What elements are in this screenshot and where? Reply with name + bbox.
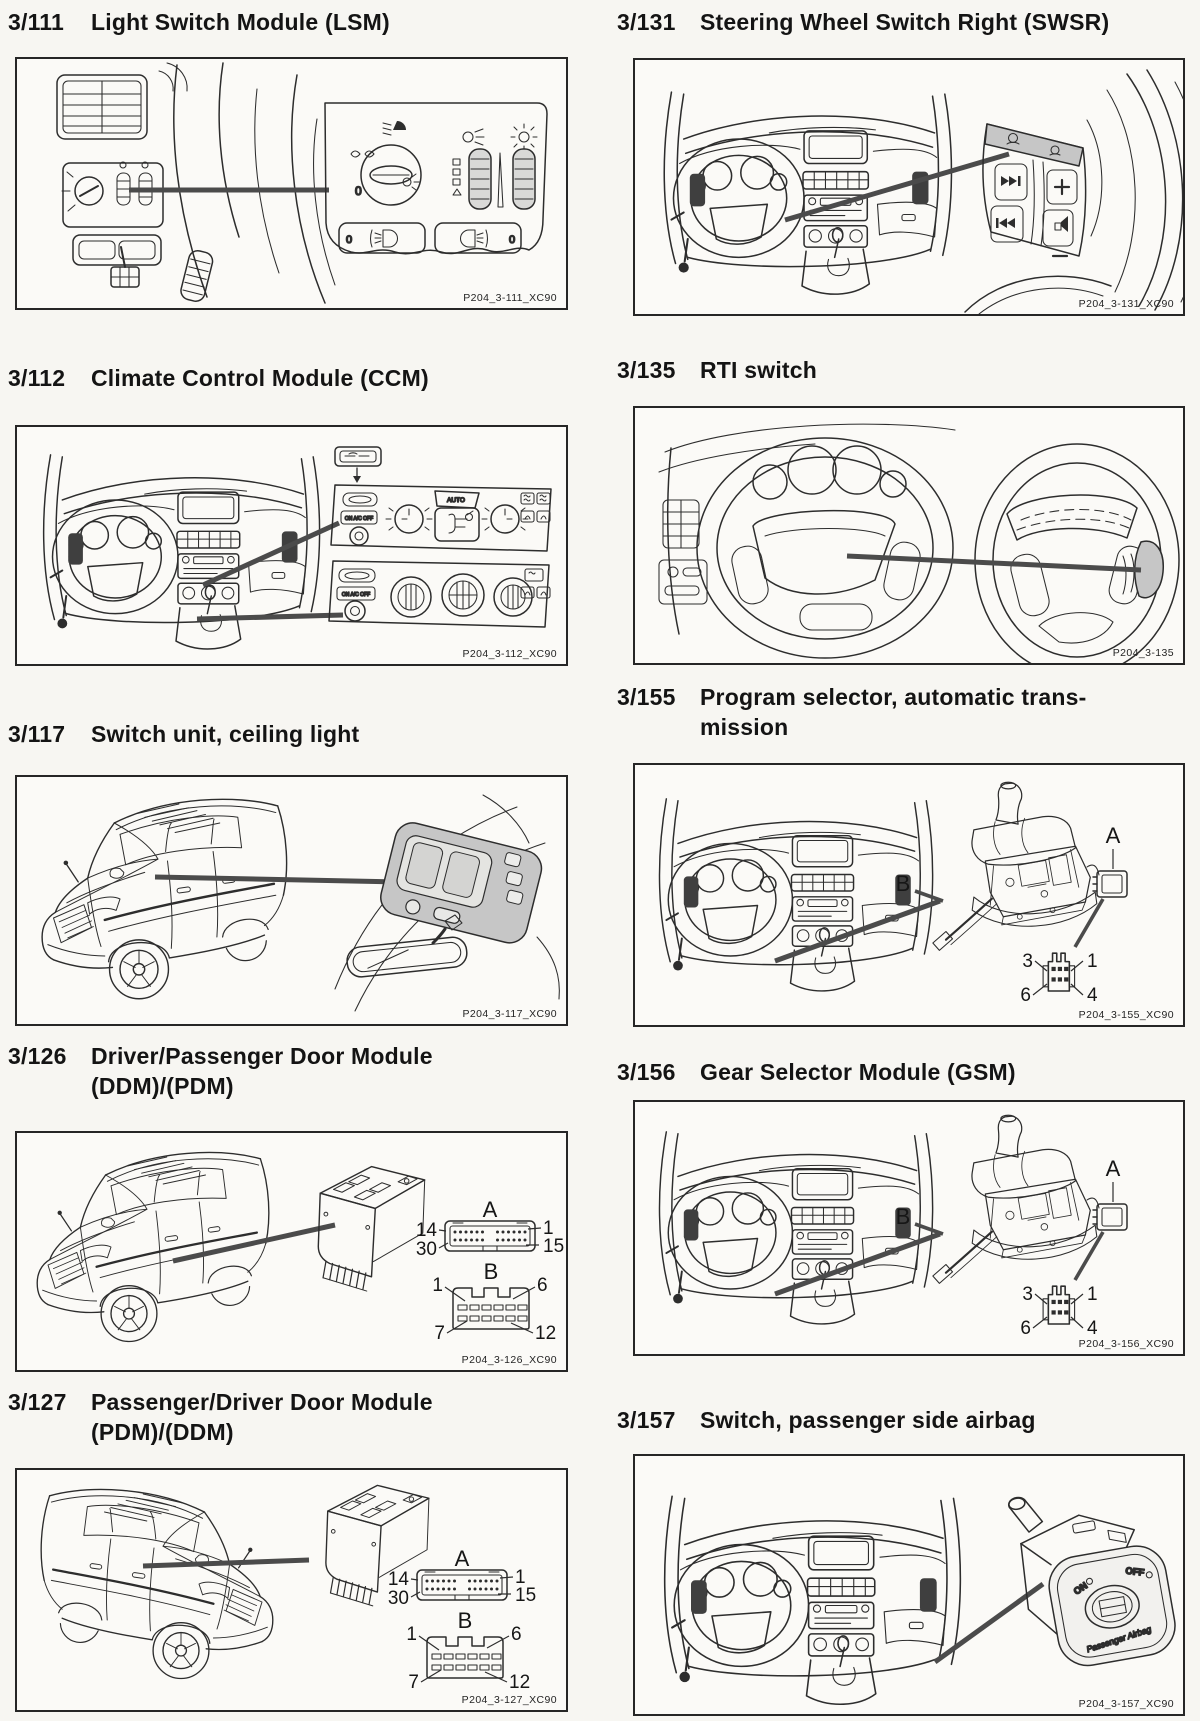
- pin-label: 12: [509, 1672, 531, 1693]
- pin-label: 3: [1022, 1284, 1033, 1305]
- figure-caption: P204_3-131_XC90: [1078, 298, 1174, 310]
- driver-door-module-illustration: [17, 1133, 566, 1370]
- section-number: 3/111: [8, 9, 65, 35]
- pin-label: 3: [1022, 951, 1033, 972]
- figure-caption: P204_3-156_XC90: [1078, 1338, 1174, 1350]
- section-number: 3/155: [617, 684, 676, 710]
- ac-button-label: ON A/C OFF: [344, 516, 374, 522]
- level-scale-icon: [453, 159, 461, 195]
- dashboard-sketch: [664, 92, 951, 294]
- rear-fog-icon: [461, 230, 488, 247]
- section-number: 3/131: [617, 9, 676, 35]
- brightness-icon: [511, 124, 537, 150]
- light-switch-module-illustration: [17, 59, 566, 308]
- figure-3-127: [15, 1468, 568, 1712]
- pointer-line: [143, 1560, 309, 1566]
- off-label: OFF: [1124, 1565, 1145, 1579]
- pin-label: 7: [434, 1323, 445, 1344]
- pin-label: 15: [543, 1236, 565, 1257]
- pin-label: 14: [387, 1569, 409, 1590]
- on-label: ON: [1071, 1580, 1090, 1598]
- pin-label: 30: [415, 1239, 437, 1260]
- connector-a-diagram: [417, 1570, 507, 1600]
- pin-diagram: [1043, 1286, 1075, 1324]
- pin-label: 1: [406, 1624, 417, 1645]
- fog-front-zero: 0: [346, 234, 353, 246]
- climate-control-module-illustration: [17, 427, 566, 664]
- light-switch-module-enlarged: [325, 103, 547, 254]
- gear-connector-labels: [896, 823, 1121, 1006]
- figure-3-131: [633, 58, 1185, 316]
- section-title: Climate Control Module (CCM): [91, 365, 429, 391]
- pin-label: 6: [511, 1624, 522, 1645]
- speaker-icon: [1055, 216, 1068, 232]
- section-heading-3-131: [617, 8, 1192, 38]
- passenger-airbag-label: Passenger Airbag: [1085, 1623, 1153, 1655]
- connector-b-label: B: [895, 871, 911, 896]
- section-heading-3-117: [8, 720, 568, 750]
- figure-caption: P204_3-111_XC90: [463, 292, 557, 304]
- pin-label: 14: [415, 1220, 437, 1241]
- pin-label: 4: [1087, 985, 1098, 1006]
- section-heading-3-126: [8, 1042, 568, 1102]
- pointer-line-lower: [197, 615, 343, 619]
- connector-a-label: A: [482, 1197, 498, 1222]
- section-number: 3/112: [8, 365, 66, 391]
- passenger-door-module-illustration: [17, 1470, 566, 1710]
- pin-label: 1: [1087, 1284, 1098, 1305]
- door-module-sketch: [326, 1485, 429, 1606]
- steering-wheel-switch-illustration: [635, 60, 1183, 314]
- passenger-airbag-switch-illustration: [635, 1456, 1183, 1714]
- wheel-spoke-switch-enlarged: [965, 70, 1183, 314]
- section-number: 3/117: [8, 721, 66, 747]
- connector-pin-labels: [388, 1546, 536, 1693]
- pin-label: 1: [515, 1567, 526, 1588]
- figure-caption: P204_3-157_XC90: [1078, 1698, 1174, 1710]
- section-number: 3/126: [8, 1043, 67, 1069]
- steering-wheel-tilted-view: [975, 444, 1179, 663]
- section-title: Steering Wheel Switch Right (SWSR): [700, 9, 1110, 35]
- connector-pin-labels: [416, 1197, 564, 1344]
- section-heading-3-112: [8, 364, 568, 394]
- volume-up-icon: [1055, 180, 1069, 194]
- dashboard-sketch: [665, 1496, 961, 1704]
- section-number: 3/157: [617, 1407, 676, 1433]
- connector-b-label: B: [895, 1204, 911, 1229]
- section-title: Passenger/Driver Door Module (PDM)/(DDM): [91, 1389, 433, 1445]
- ac-button-label-2: ON A/C OFF: [341, 592, 371, 598]
- section-heading-3-127: [8, 1388, 568, 1448]
- ceiling-light-switch-illustration: [17, 777, 566, 1024]
- pin-label: 15: [515, 1585, 537, 1606]
- pin-label: 7: [408, 1672, 419, 1693]
- rti-switch-illustration: [635, 408, 1183, 663]
- pin-label: 1: [1087, 951, 1098, 972]
- figure-3-156: [633, 1100, 1185, 1356]
- figure-caption: P204_3-135: [1112, 647, 1174, 659]
- climate-panels-enlarged: [329, 447, 551, 627]
- section-title: Program selector, automatic trans- mission: [700, 684, 1087, 740]
- section-title: Gear Selector Module (GSM): [700, 1059, 1016, 1085]
- airbag-switch-enlarged: [1008, 1474, 1180, 1674]
- connector-b-label: B: [457, 1608, 473, 1633]
- connector-leader-line: [1075, 899, 1103, 947]
- front-fog-icon: [371, 230, 398, 247]
- pin-label: 6: [1020, 985, 1031, 1006]
- steering-wheel-front-view: [659, 424, 955, 658]
- section-title: Switch, passenger side airbag: [700, 1407, 1036, 1433]
- section-title: Driver/Passenger Door Module (DDM)/(PDM): [91, 1043, 433, 1099]
- connector-a-label: A: [454, 1546, 470, 1571]
- section-title: Switch unit, ceiling light: [91, 721, 360, 747]
- overhead-console-enlarged: [335, 795, 559, 1011]
- section-heading-3-157: [617, 1406, 1192, 1436]
- dial-zero-marking: 0: [355, 184, 362, 198]
- suv-car-sketch-mirrored: [41, 1490, 273, 1679]
- figure-caption: P204_3-117_XC90: [462, 1008, 557, 1020]
- fog-rear-zero: 0: [509, 234, 516, 246]
- section-heading-3-155: [617, 683, 1192, 743]
- connector-a-label: A: [1105, 1156, 1121, 1181]
- figure-3-157: [633, 1454, 1185, 1716]
- section-title: Light Switch Module (LSM): [91, 9, 390, 35]
- section-number: 3/156: [617, 1059, 676, 1085]
- figure-3-135: [633, 406, 1185, 665]
- pin-label: 12: [535, 1323, 557, 1344]
- connector-a-diagram: [445, 1221, 535, 1251]
- pin-diagram: [1043, 953, 1075, 991]
- selector-boot: [972, 816, 1076, 865]
- selector-boot-shaded: [972, 1149, 1076, 1198]
- headlight-leveling-icon: [463, 129, 484, 145]
- pin-label: 4: [1087, 1318, 1098, 1339]
- figure-3-117: [15, 775, 568, 1026]
- connector-leader-line: [1075, 1232, 1103, 1280]
- connector-a-label: A: [1105, 823, 1121, 848]
- connector-a-sketch: [1087, 865, 1127, 897]
- section-heading-3-135: [617, 356, 1192, 386]
- pin-label: 1: [543, 1218, 554, 1239]
- pin-label: 30: [387, 1588, 409, 1609]
- gear-selector-assembly: [933, 1115, 1097, 1283]
- section-number: 3/135: [617, 357, 676, 383]
- dashboard-sketch: [659, 799, 932, 991]
- figure-3-111: [15, 57, 568, 310]
- auto-display-label: AUTO: [447, 497, 465, 504]
- dash-left-side-sketch: [57, 63, 335, 303]
- section-number: 3/127: [8, 1389, 67, 1415]
- connector-a-sketch: [1087, 1198, 1127, 1230]
- figure-3-126: [15, 1131, 568, 1372]
- figure-caption: P204_3-112_XC90: [462, 648, 557, 660]
- pin-label: 6: [537, 1275, 548, 1296]
- next-track-icon: [1001, 176, 1021, 186]
- dashboard-sketch: [659, 1132, 932, 1324]
- section-heading-3-156: [617, 1058, 1192, 1088]
- suv-car-sketch: [42, 799, 287, 998]
- pin-label: 6: [1020, 1318, 1031, 1339]
- program-selector-illustration: [635, 765, 1183, 1025]
- figure-3-112: [15, 425, 568, 666]
- figure-3-155: [633, 763, 1185, 1027]
- figure-caption: P204_3-127_XC90: [461, 1694, 557, 1706]
- figure-caption: P204_3-155_XC90: [1078, 1009, 1174, 1021]
- pin-label: 1: [432, 1275, 443, 1296]
- previous-track-icon: [996, 218, 1015, 228]
- figure-caption: P204_3-126_XC90: [461, 1354, 557, 1366]
- section-heading-3-111: [8, 8, 568, 38]
- gear-connector-labels: [896, 1156, 1121, 1339]
- door-module-sketch: [318, 1167, 424, 1291]
- gear-selector-module-illustration: [635, 1102, 1183, 1354]
- gear-selector-assembly: [933, 782, 1097, 950]
- connector-b-label: B: [483, 1259, 499, 1284]
- section-title: RTI switch: [700, 357, 818, 383]
